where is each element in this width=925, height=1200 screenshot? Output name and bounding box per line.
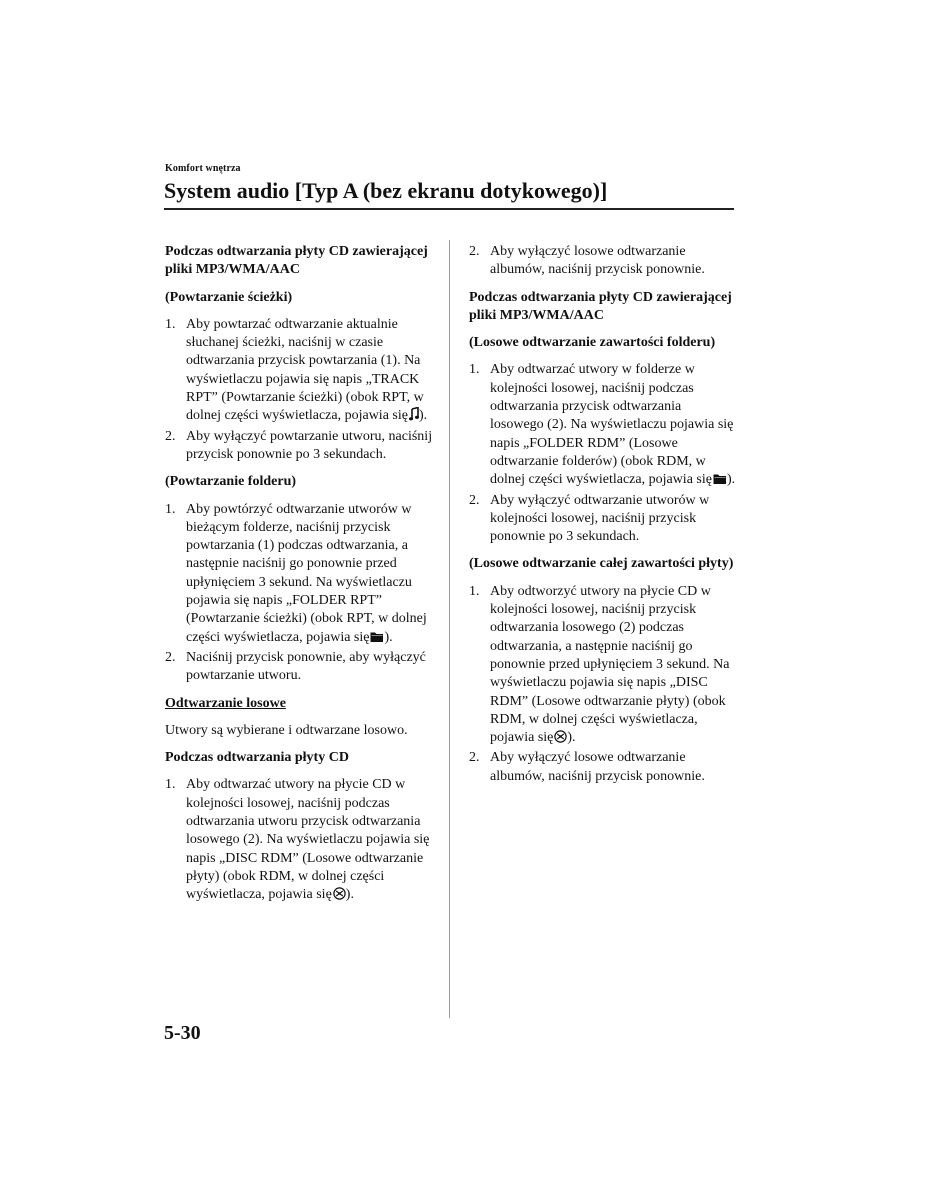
step-text: Aby wyłączyć losowe odtwarzanie albumów, naciśnij przycisk ponownie. <box>490 244 705 278</box>
subheading-disc-random: (Losowe odtwarzanie całej zawartości płyty) <box>469 556 734 572</box>
heading-cd-playback: Podczas odtwarzania płyty CD <box>165 750 349 766</box>
list-item <box>469 492 737 547</box>
folder-random-steps <box>469 361 737 546</box>
subheading-folder-random: (Losowe odtwarzanie zawartości folderu) <box>469 335 716 351</box>
list-item <box>469 749 737 786</box>
disc-shuffle-icon <box>554 730 567 749</box>
list-item <box>469 361 737 491</box>
step-text: Aby wyłączyć powtarzanie utworu, naciśnij przycisk ponownie po 3 sekundach. <box>186 428 433 462</box>
subheading-folder-repeat: (Powtarzanie folderu) <box>165 474 297 490</box>
list-item <box>165 316 435 428</box>
folder-icon <box>370 631 384 649</box>
disc-shuffle-icon <box>333 887 346 906</box>
step-text: Aby wyłączyć losowe odtwarzanie albumów, naciśnij przycisk ponownie. <box>490 750 705 784</box>
list-item <box>165 649 435 686</box>
heading-random-playback: Odtwarzanie losowe <box>165 695 286 711</box>
list-item <box>469 583 737 750</box>
folder-repeat-steps <box>165 501 435 686</box>
step-number: 2. <box>469 492 480 508</box>
step-text <box>490 583 737 750</box>
step-text <box>186 316 435 428</box>
column-divider <box>449 240 450 1018</box>
step-text <box>186 776 435 906</box>
left-column <box>165 243 435 916</box>
page-title: System audio [Typ A (bez ekranu dotykowego)] <box>164 178 608 203</box>
step-number: 1. <box>165 316 176 332</box>
heading-mp3-playback: Podczas odtwarzania płyty CD zawierającej pliki MP3/WMA/AAC <box>165 244 428 278</box>
list-item <box>165 428 435 465</box>
paragraph-random-description: Utwory są wybierane i odtwarzane losowo. <box>165 722 408 738</box>
step-body: Aby powtarzać odtwarzanie aktualnie słuchanej ścieżki, naciśnij w czasie odtwarzania przycisk powtarzania (1). Na wyświetlaczu pojawia się napis „TRACK RPT” (Powtarzanie ścieżki) (obok RPT, w dolnej części wyświetlacza, pojawia się <box>186 316 424 424</box>
disc-random-steps-continued <box>469 243 737 280</box>
section-label: Komfort wnętrza <box>165 163 241 174</box>
step-text: Aby wyłączyć odtwarzanie utworów w kolejności losowej, naciśnij przycisk ponownie po 3 sekundach. <box>490 492 710 545</box>
step-text <box>186 501 435 649</box>
step-number: 2. <box>165 649 176 665</box>
heading-mp3-playback-random: Podczas odtwarzania płyty CD zawierającej pliki MP3/WMA/AAC <box>469 289 732 323</box>
step-number: 1. <box>165 501 176 517</box>
list-item <box>165 776 435 906</box>
step-text: Naciśnij przycisk ponownie, aby wyłączyć powtarzanie utworu. <box>186 649 426 684</box>
step-number: 1. <box>469 362 480 378</box>
page-number: 5-30 <box>164 1022 201 1044</box>
step-number: 2. <box>469 750 480 766</box>
track-repeat-steps <box>165 316 435 464</box>
step-body: Aby odtworzyć utwory na płycie CD w kolejności losowej, naciśnij przycisk odtwarzania losowego (2) podczas odtwarzania, a następnie naciśnij go ponownie przed upłynięciem 3 sekund. Na wyświetlaczu pojawia się napis „DISC RDM” (Losowe odtwarzanie płyty) (obok RDM, w dolnej części wyświetlacza, pojawia się <box>490 583 730 746</box>
step-number: 1. <box>165 777 176 793</box>
step-end: ). <box>384 629 393 645</box>
subheading-track-repeat: (Powtarzanie ścieżki) <box>165 289 293 305</box>
step-end: ). <box>726 472 736 488</box>
step-number: 2. <box>165 428 176 444</box>
step-number: 2. <box>469 244 480 259</box>
step-number: 1. <box>469 583 480 599</box>
step-body: Aby odtwarzać utwory na płycie CD w kolejności losowej, naciśnij podczas odtwarzania utworu przycisk odtwarzania losowego (2). Na wyświetlaczu pojawia się napis „DISC RDM” (Losowe odtwarzanie płyty) (obok RDM, w dolnej części wyświetlacza, pojawia się <box>186 777 430 903</box>
step-text <box>490 361 737 491</box>
step-end: ). <box>567 730 576 746</box>
folder-icon <box>713 473 727 491</box>
list-item <box>469 243 737 280</box>
step-body: Aby powtórzyć odtwarzanie utworów w bieżącym folderze, naciśnij przycisk powtarzania (1) podczas odtwarzania, a następnie naciśnij go ponownie przed upłynięciem 3 sekund. Na wyświetlaczu pojawia się napis „FOLDER RPT” (Powtarzanie ścieżki) (obok RPT, w dolnej części wyświetlacza, pojawia się <box>186 501 427 645</box>
list-item <box>165 501 435 649</box>
step-end: ). <box>345 887 354 903</box>
disc-random-all-steps <box>469 583 737 786</box>
step-end: ). <box>418 408 428 424</box>
right-column <box>469 243 737 795</box>
music-note-icon <box>409 407 419 427</box>
step-body: Aby odtwarzać utwory w folderze w kolejności losowej, naciśnij podczas odtwarzania przycisk odtwarzania losowego (2). Na wyświetlaczu pojawia się napis „FOLDER RDM” (Losowe odtwarzanie folderów) (obok RDM, w dolnej części wyświetlacza, pojawia się <box>490 362 734 488</box>
title-rule <box>164 208 734 210</box>
disc-random-steps <box>165 776 435 906</box>
